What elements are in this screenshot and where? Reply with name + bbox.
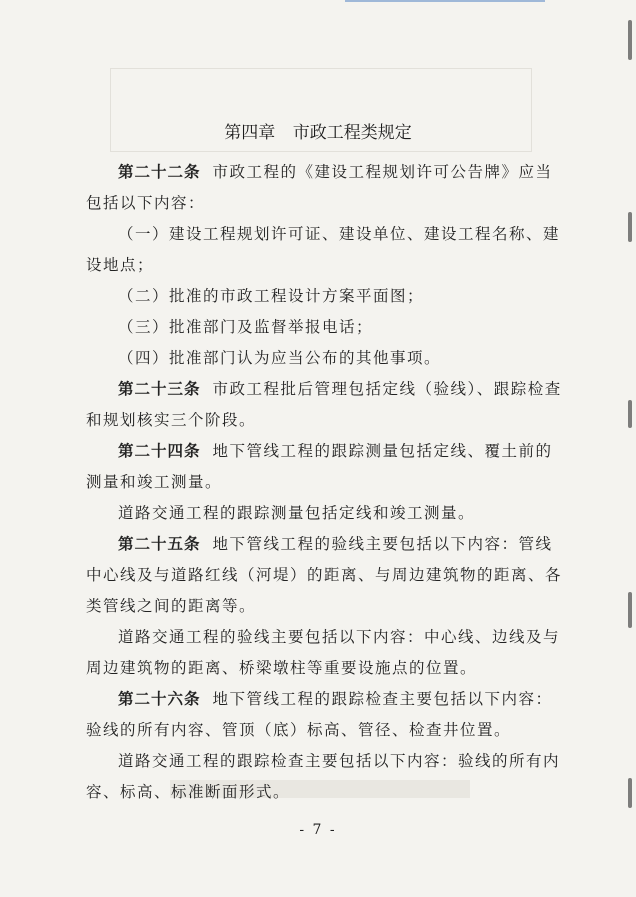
article-paragraph: 道路交通工程的跟踪检查主要包括以下内容：验线的所有内容、标高、标准断面形式。 — [86, 752, 561, 801]
list-item: （四）批准部门认为应当公布的其他事项。 — [118, 349, 442, 367]
list-item: （三）批准部门及监督举报电话； — [118, 318, 374, 336]
article-number: 第二十四条 — [118, 442, 201, 460]
scan-edge-mark — [628, 212, 632, 242]
page-number: - 7 - — [299, 822, 337, 838]
scan-edge-mark — [628, 592, 632, 628]
document-body — [86, 157, 562, 808]
article-24 — [86, 436, 562, 498]
article-text: 市政工程的《建设工程规划许可公告牌》应当包括以下内容： — [86, 163, 553, 212]
article-text: 地下管线工程的跟踪测量包括定线、覆土前的测量和竣工测量。 — [86, 442, 553, 491]
article-number: 第二十五条 — [118, 535, 201, 553]
scan-top-line — [345, 0, 545, 2]
chapter-title: 市政工程类规定 — [292, 123, 412, 143]
article-paragraph: 道路交通工程的跟踪测量包括定线和竣工测量。 — [118, 504, 476, 522]
list-item: （二）批准的市政工程设计方案平面图； — [118, 287, 425, 305]
chapter-heading — [0, 118, 636, 143]
article-25 — [86, 529, 562, 622]
article-26 — [86, 684, 562, 746]
article-number: 第二十六条 — [118, 690, 201, 708]
article-paragraph: 道路交通工程的验线主要包括以下内容：中心线、边线及与周边建筑物的距离、桥梁墩柱等重要设施点的位置。 — [86, 628, 561, 677]
article-text: 地下管线工程的验线主要包括以下内容：管线中心线及与道路红线（河堤）的距离、与周边建筑物的距离、各类管线之间的距离等。 — [86, 535, 563, 615]
article-23 — [86, 374, 562, 436]
list-item: （一）建设工程规划许可证、建设单位、建设工程名称、建设地点； — [86, 225, 561, 274]
scan-edge-mark — [628, 400, 632, 428]
chapter-number: 第四章 — [224, 123, 276, 143]
scan-edge-mark — [628, 778, 632, 808]
article-number: 第二十三条 — [118, 380, 201, 398]
article-text: 市政工程批后管理包括定线（验线）、跟踪检查和规划核实三个阶段。 — [86, 380, 562, 429]
article-text: 地下管线工程的跟踪检查主要包括以下内容：验线的所有内容、管顶（底）标高、管径、检查井位置。 — [86, 690, 553, 739]
article-22 — [86, 157, 562, 219]
scan-edge-mark — [628, 20, 632, 60]
article-number: 第二十二条 — [118, 163, 201, 181]
